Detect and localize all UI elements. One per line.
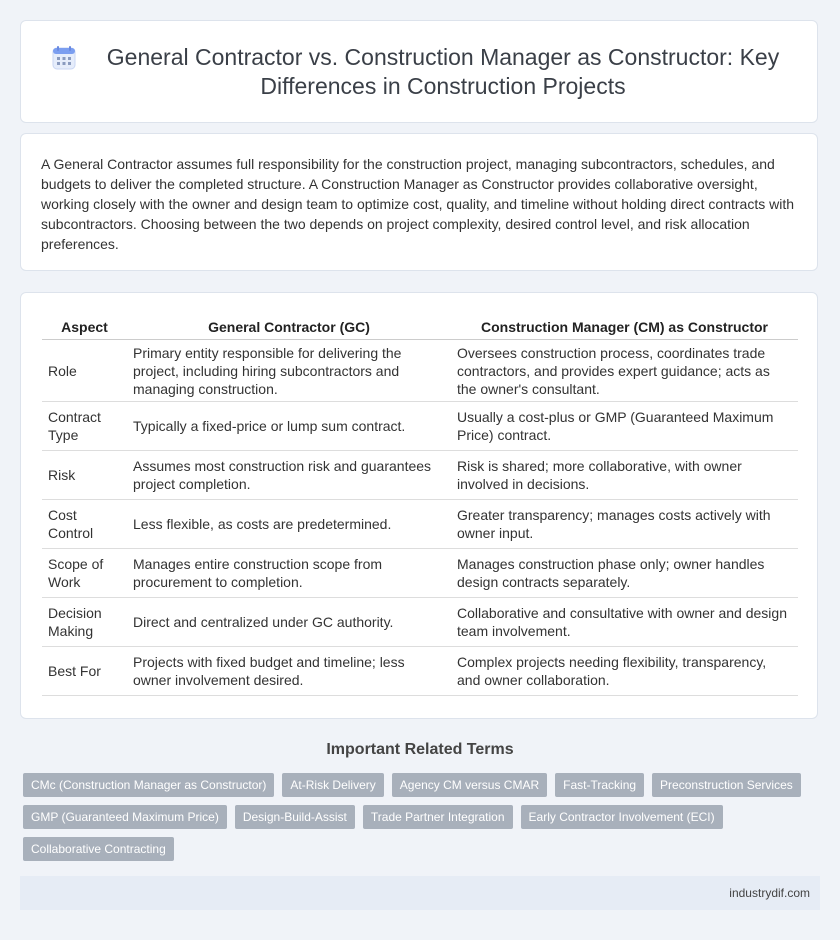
- related-terms-title: Important Related Terms: [326, 741, 514, 758]
- cell-cm: Oversees construction process, coordinates trade contractors, and provides expert guidance; acts as the owner's consultant.: [451, 340, 798, 402]
- cell-aspect: Best For: [42, 647, 127, 696]
- tag[interactable]: Preconstruction Services: [652, 773, 801, 797]
- table-row: [42, 549, 798, 598]
- summary-card: [20, 133, 818, 271]
- table-row: [42, 598, 798, 647]
- cell-gc: Less flexible, as costs are predetermined.: [127, 500, 451, 549]
- cell-cm: Usually a cost-plus or GMP (Guaranteed Maximum Price) contract.: [451, 402, 798, 451]
- cell-gc: Primary entity responsible for delivering the project, including hiring subcontractors and managing construction.: [127, 340, 451, 402]
- cell-aspect: Scope of Work: [42, 549, 127, 598]
- tag[interactable]: At-Risk Delivery: [282, 773, 383, 797]
- table-row: [42, 340, 798, 402]
- cell-cm: Complex projects needing flexibility, transparency, and owner collaboration.: [451, 647, 798, 696]
- header-cm: Construction Manager (CM) as Constructor: [451, 315, 798, 340]
- header-aspect: Aspect: [42, 315, 127, 340]
- cell-gc: Direct and centralized under GC authority.: [127, 598, 451, 647]
- title-card: [20, 20, 818, 123]
- table-row: [42, 500, 798, 549]
- cell-cm: Manages construction phase only; owner handles design contracts separately.: [451, 549, 798, 598]
- tag[interactable]: Early Contractor Involvement (ECI): [521, 805, 723, 829]
- summary-text: A General Contractor assumes full responsibility for the construction project, managing subcontractors, schedules, and budgets to deliver the completed structure. A Construction Manager as Constructor provides collaborative oversight, working closely with the owner and design team to optimize cost, quality, and timeline without holding direct contracts with subcontractors. Choosing between the two depends on project complexity, desired control level, and risk allocation preferences.: [41, 156, 795, 252]
- table-row: [42, 647, 798, 696]
- related-terms-tags: [23, 773, 803, 861]
- tag[interactable]: Design-Build-Assist: [235, 805, 355, 829]
- tag[interactable]: Trade Partner Integration: [363, 805, 513, 829]
- tag[interactable]: CMc (Construction Manager as Constructor): [23, 773, 274, 797]
- tag[interactable]: Agency CM versus CMAR: [392, 773, 547, 797]
- cell-aspect: Decision Making: [42, 598, 127, 647]
- table-row: [42, 402, 798, 451]
- cell-gc: Typically a fixed-price or lump sum contract.: [127, 402, 451, 451]
- cell-cm: Risk is shared; more collaborative, with owner involved in decisions.: [451, 451, 798, 500]
- page-title: General Contractor vs. Construction Manager as Constructor: Key Differences in Construction Projects: [106, 43, 780, 99]
- tag[interactable]: Fast-Tracking: [555, 773, 644, 797]
- cell-cm: Collaborative and consultative with owner and design team involvement.: [451, 598, 798, 647]
- tag[interactable]: Collaborative Contracting: [23, 837, 174, 861]
- comparison-card: [20, 292, 818, 719]
- cell-aspect: Risk: [42, 451, 127, 500]
- cell-cm: Greater transparency; manages costs actively with owner input.: [451, 500, 798, 549]
- tag[interactable]: GMP (Guaranteed Maximum Price): [23, 805, 227, 829]
- cell-gc: Assumes most construction risk and guarantees project completion.: [127, 451, 451, 500]
- footer: [20, 876, 820, 910]
- header-gc: General Contractor (GC): [127, 315, 451, 340]
- calendar-icon: [51, 45, 77, 71]
- table-header-row: [42, 315, 798, 340]
- table-row: [42, 451, 798, 500]
- comparison-table: [42, 315, 798, 696]
- cell-gc: Manages entire construction scope from procurement to completion.: [127, 549, 451, 598]
- cell-gc: Projects with fixed budget and timeline; less owner involvement desired.: [127, 647, 451, 696]
- title-wrap: [21, 21, 817, 122]
- cell-aspect: Contract Type: [42, 402, 127, 451]
- cell-aspect: Cost Control: [42, 500, 127, 549]
- cell-aspect: Role: [42, 340, 127, 402]
- footer-site[interactable]: industrydif.com: [729, 886, 810, 900]
